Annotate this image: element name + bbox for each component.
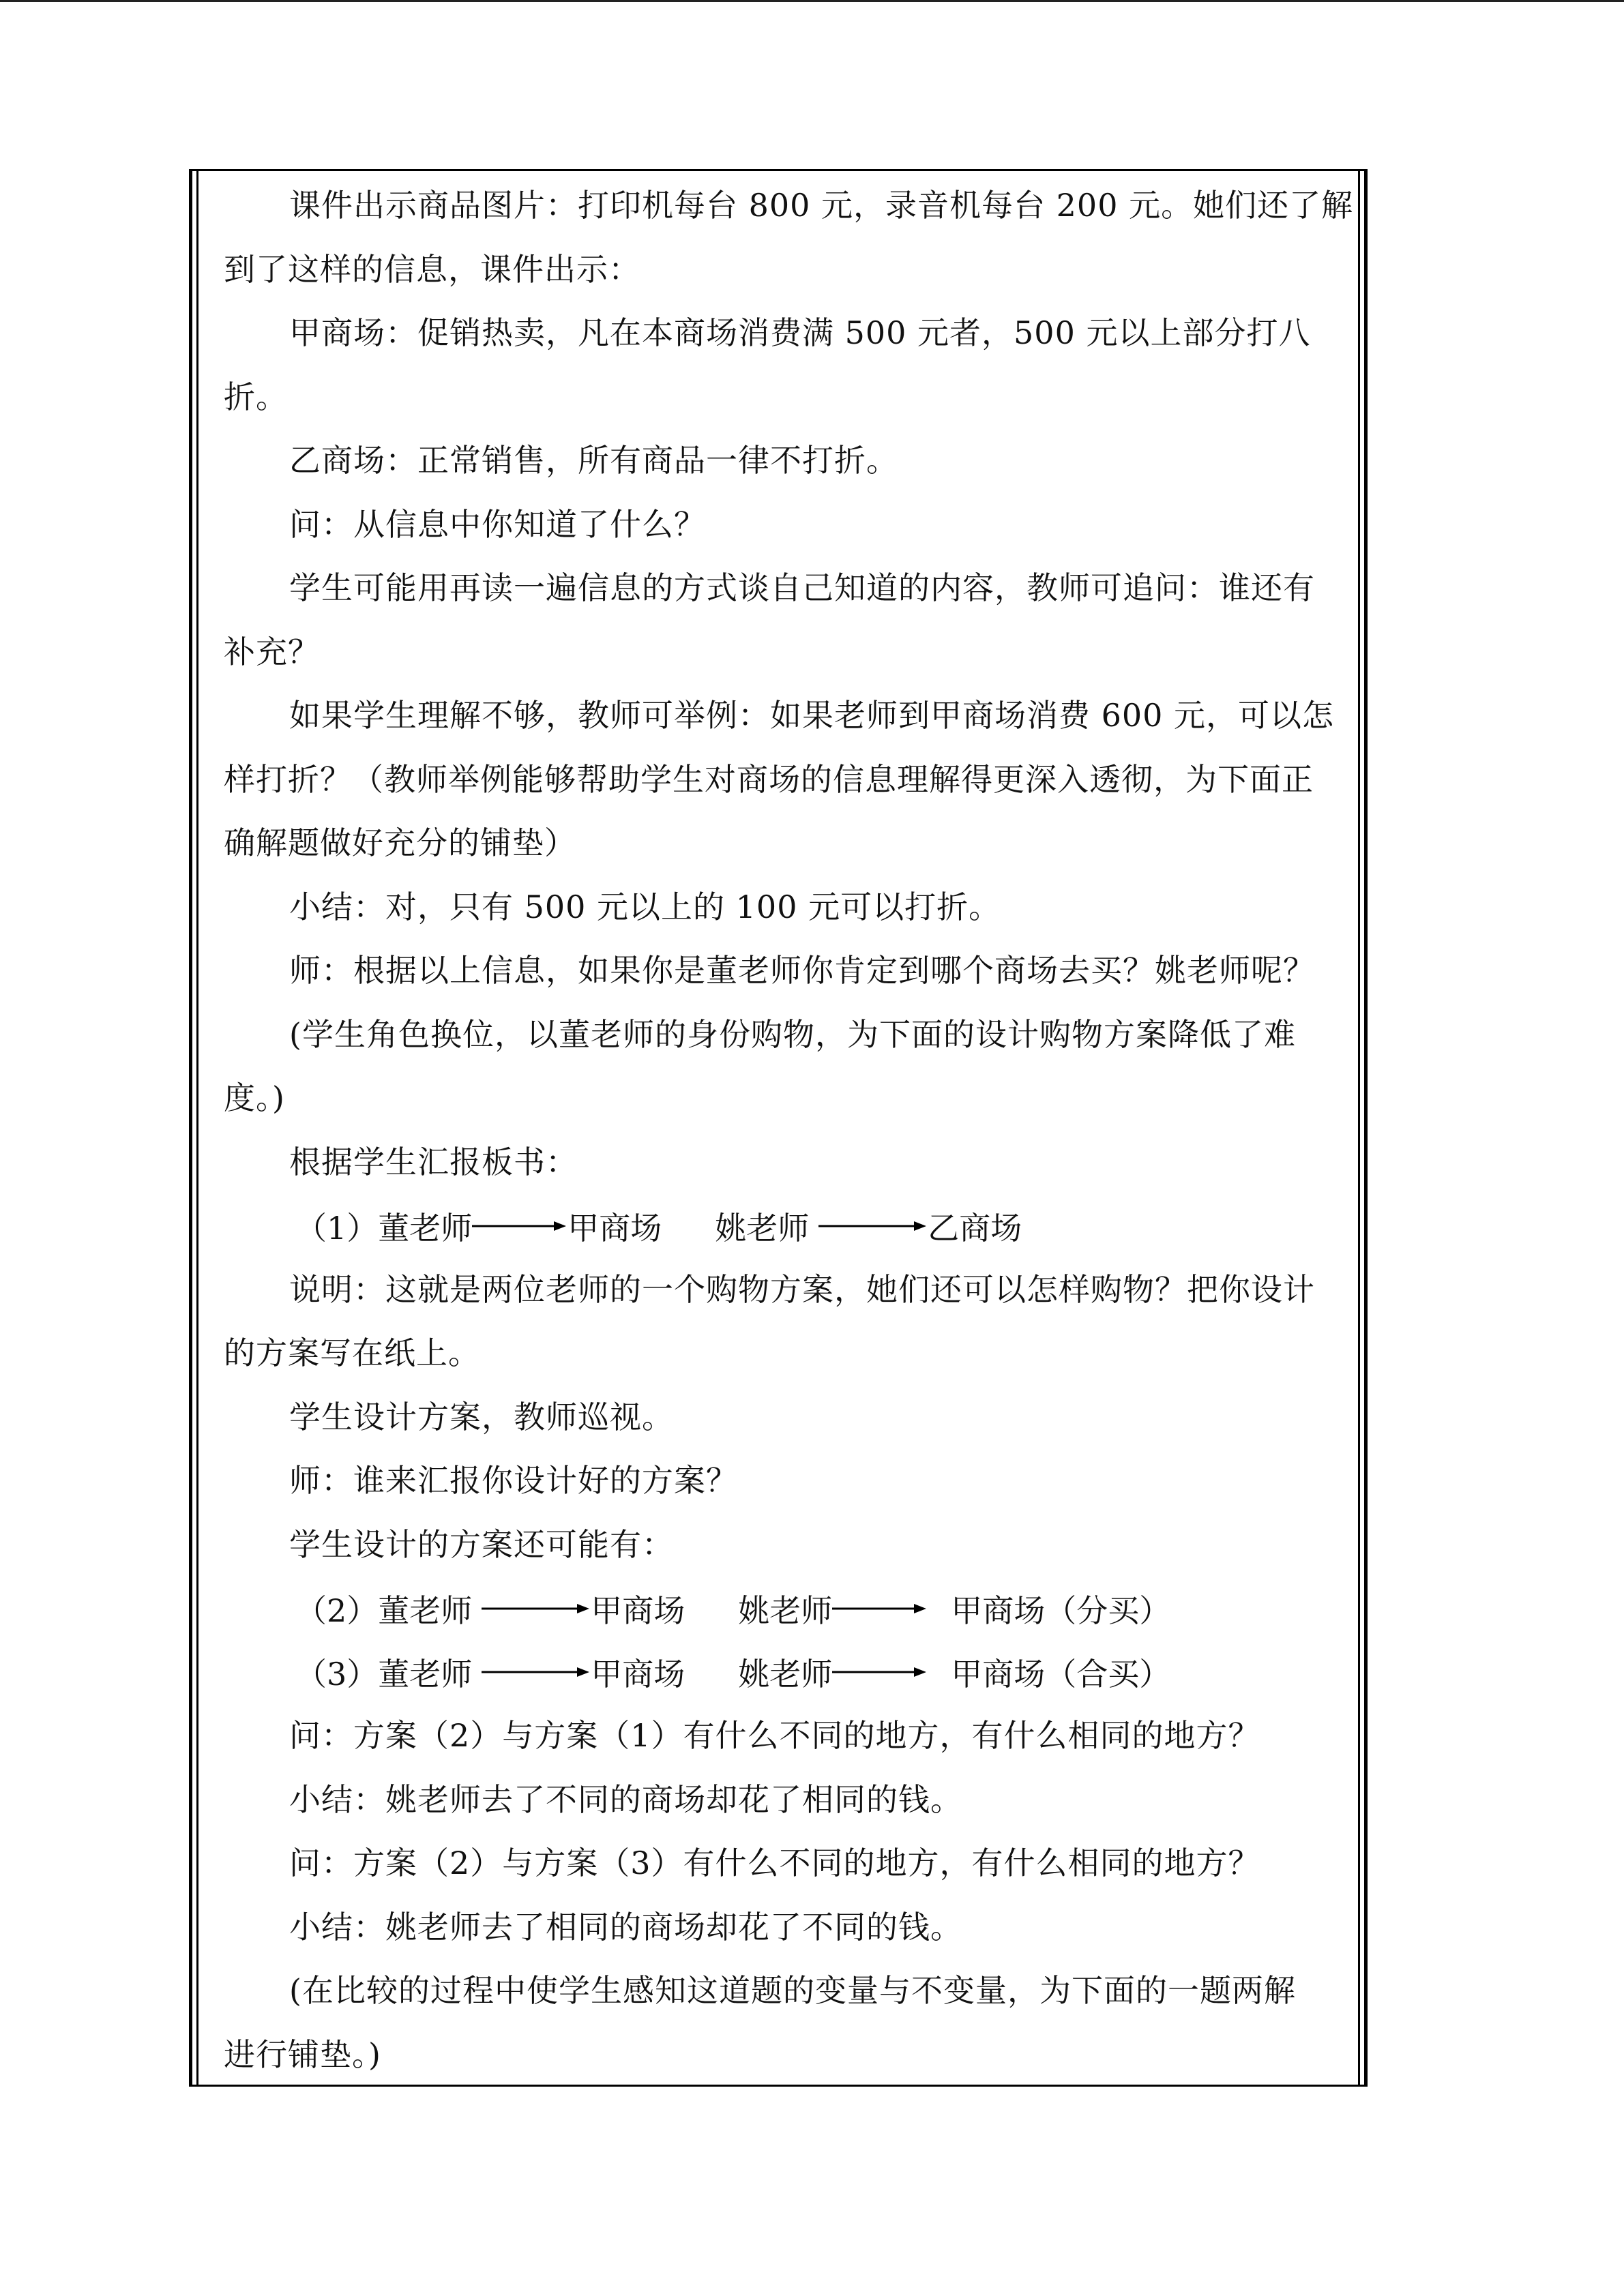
store-a: 甲商场 (567, 1209, 662, 1247)
store-a: 甲商场 (591, 1592, 685, 1629)
scheme-3 (224, 1641, 1349, 1705)
paragraph-line: 乙商场：正常销售，所有商品一律不打折。 (289, 442, 898, 479)
scheme-number: （2） (295, 1592, 379, 1629)
paragraph-line: 如果学生理解不够，教师可举例：如果老师到甲商场消费 600 元，可以怎 (289, 697, 1335, 734)
paragraph-line: 甲商场：促销热卖，凡在本商场消费满 500 元者，500 元以上部分打八 (289, 314, 1311, 351)
paragraph-line: 折。 (224, 378, 288, 415)
store-b: 乙商场 (928, 1209, 1022, 1247)
paragraph-line: 度。) (224, 1079, 285, 1116)
paragraph-line: 课件出示商品图片：打印机每台 800 元，录音机每台 200 元。她们还了解 (289, 187, 1354, 224)
arrow-right-icon (818, 1219, 928, 1233)
paragraph-line: 学生设计方案，教师巡视。 (289, 1398, 674, 1435)
paragraph-line: 学生可能用再读一遍信息的方式谈自己知道的内容，教师可追问：谁还有 (289, 569, 1315, 606)
paragraph-line: (在比较的过程中使学生感知这道题的变量与不变量，为下面的一题两解 (289, 1972, 1296, 2009)
scheme-1 (224, 1194, 1349, 1258)
paragraph-line: (学生角色换位，以董老师的身份购物，为下面的设计购物方案降低了难 (289, 1015, 1296, 1053)
paragraph-line: 师：谁来汇报你设计好的方案？ (289, 1462, 738, 1499)
paragraph-line: 师：根据以上信息，如果你是董老师你肯定到哪个商场去买？姚老师呢？ (289, 952, 1315, 989)
paragraph-line: 的方案写在纸上。 (224, 1335, 480, 1371)
arrow-right-icon (482, 1602, 591, 1615)
paragraph-line: 进行铺垫。) (224, 2036, 381, 2073)
arrow-right-icon (482, 1665, 591, 1679)
paragraph-line: 小结：对，只有 500 元以上的 100 元可以打折。 (289, 888, 1001, 925)
paragraph-line: 根据学生汇报板书： (289, 1143, 578, 1180)
teacher-b: 姚老师 (715, 1209, 810, 1247)
teacher-a: 董老师 (378, 1209, 473, 1247)
teacher-b: 姚老师 (738, 1592, 833, 1629)
paragraph-line: 问：从信息中你知道了什么？ (289, 505, 706, 543)
scheme-number: （3） (295, 1656, 379, 1693)
paragraph-line: 问：方案（2）与方案（1）有什么不同的地方，有什么相同的地方？ (289, 1717, 1260, 1754)
store-a: 甲商场 (591, 1656, 685, 1693)
paragraph-line: 样打折？（教师举例能够帮助学生对商场的信息理解得更深入透彻，为下面正 (224, 760, 1314, 798)
teacher-a: 董老师 (378, 1656, 473, 1693)
paragraph-line: 问：方案（2）与方案（3）有什么不同的地方，有什么相同的地方？ (289, 1845, 1260, 1881)
paragraph-line: 说明：这就是两位老师的一个购物方案，她们还可以怎样购物？把你设计 (289, 1270, 1315, 1308)
arrow-right-icon (832, 1602, 928, 1615)
store-b: 甲商场（分买） (951, 1592, 1171, 1629)
paragraph-line: 补充？ (224, 633, 320, 670)
arrow-right-icon (832, 1665, 928, 1679)
page-top-edge (0, 0, 1624, 2)
store-b: 甲商场（合买） (951, 1656, 1171, 1693)
paragraph-line: 小结：姚老师去了相同的商场却花了不同的钱。 (289, 1908, 962, 1945)
paragraph-line: 到了这样的信息，课件出示： (224, 250, 640, 288)
paragraph-line: 小结：姚老师去了不同的商场却花了相同的钱。 (289, 1780, 962, 1818)
arrow-right-icon (472, 1219, 567, 1233)
paragraph-line: 学生设计的方案还可能有： (289, 1525, 674, 1563)
teacher-a: 董老师 (378, 1592, 473, 1629)
scheme-number: （1） (295, 1209, 379, 1247)
paragraph-line: 确解题做好充分的铺垫） (224, 824, 576, 861)
teacher-b: 姚老师 (738, 1656, 833, 1693)
lesson-content (224, 174, 1354, 2087)
scheme-2 (224, 1577, 1349, 1641)
